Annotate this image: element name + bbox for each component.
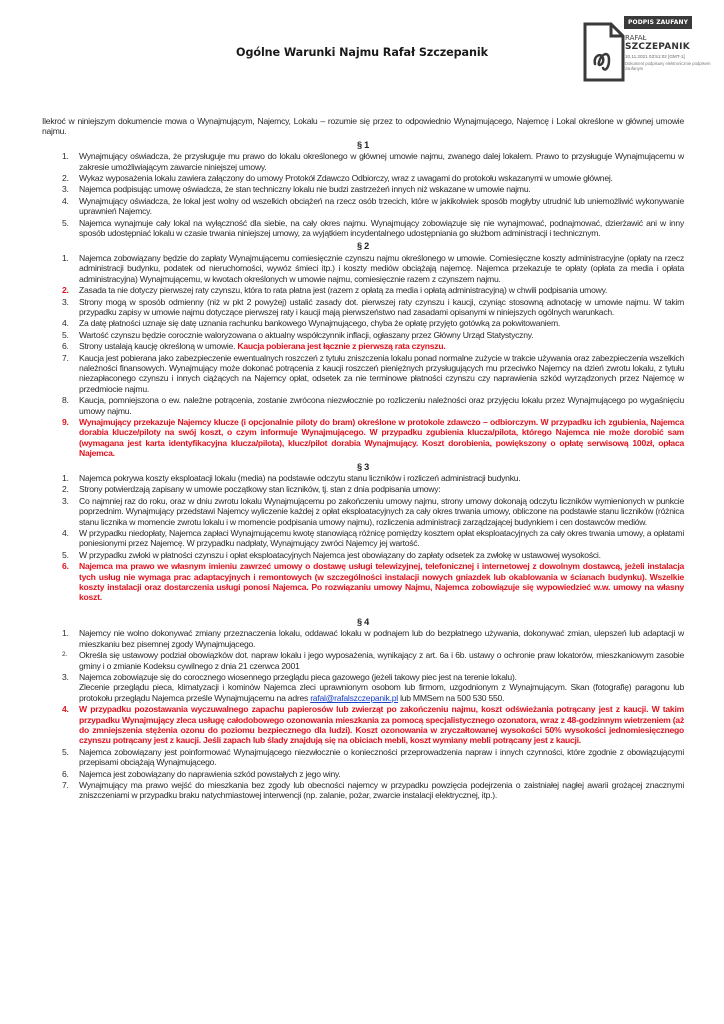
- item-text: [79, 285, 684, 295]
- list-item: [42, 473, 684, 483]
- item-text: [79, 550, 684, 560]
- list-item: [42, 780, 684, 801]
- item-text: [79, 704, 684, 746]
- item-number: 3.: [62, 184, 69, 195]
- item-number: 4.: [62, 195, 69, 206]
- section-list: [42, 253, 684, 459]
- item-text: [79, 747, 684, 768]
- list-item: [42, 253, 684, 284]
- item-text: [79, 769, 684, 779]
- item-text-main: Wynajmujący ma prawo wejść do mieszkania bez zgody lub obecności najemcy w przypadku powzięcia podejrzenia o zaistniałej nagłej awarii grożącej znacznymi zniszczeniami w przypadku braku natychmiastowej interwencji (np. zalanie, pożar, zwarcie instalacji elektrycznej, itp.).: [79, 779, 684, 801]
- item-text: [79, 417, 684, 459]
- item-text-main: W przypadku zwłoki w płatności czynszu i opłat eksploatacyjnych Najemca jest obowiązany do zapłaty odsetek za zwłokę w ustawowej wysokości.: [79, 549, 601, 560]
- intro-paragraph: Ilekroć w niniejszym dokumencie mowa o Wynajmującym, Najemcy, Lokalu – rozumie się przez to odpowiednio Wynajmującego, Najemcę i Lokal określone w głównej umowie najmu.: [42, 116, 684, 137]
- sections-container: [42, 140, 684, 801]
- item-number: 5.: [62, 217, 69, 228]
- item-text-main: Zasada ta nie dotyczy pierwszej raty czynszu, która to rata płatna jest (razem z opłatą za media i opłatą administracyjną) w chwili podpisania umowy.: [79, 285, 608, 296]
- item-text-continued: Zlecenie przeglądu pieca, klimatyzacji i kominów Najemca zleci uprawnionym osobom lub firmom, uzgodnionym z Wynajmującym. Skan (fotografię) paragonu lub protokołu przeglądu Najemca prześle Wynajmującemu na adres: [79, 682, 684, 703]
- email-link[interactable]: rafal@rafalszczepanik.pl: [310, 692, 398, 703]
- section-heading: § 4: [356, 616, 370, 627]
- item-text-main: Najemca zobowiązuje się do corocznego wiosennego przeglądu pieca gazowego (jeżeli takowy piec jest na terenie lokalu).: [79, 671, 517, 682]
- item-text: [79, 196, 684, 217]
- list-item: [42, 341, 684, 351]
- item-number: 3.: [62, 495, 69, 506]
- item-number: 2.: [62, 285, 69, 296]
- item-text-main: Najemca zobowiązany jest poinformować Wynajmującego niezwłocznie o konieczności przeprowadzenia napraw i innych czynności, które zgodnie z obowiązującymi przepisami obciążają Wynajmującego.: [79, 746, 684, 768]
- item-text-main: Najemcy nie wolno dokonywać zmiany przeznaczenia lokalu, oddawać lokalu w podnajem lub do bezpłatnego używania, dokonywać zmian, ulepszeń lub adaptacji w mieszkaniu bez pisemnej zgody Wynajmującego.: [79, 628, 684, 649]
- item-number: 3.: [62, 296, 69, 307]
- list-item: [42, 747, 684, 768]
- list-item: [42, 650, 684, 671]
- item-text: [79, 650, 684, 671]
- list-item: [42, 184, 684, 194]
- list-item: [42, 628, 684, 649]
- item-text-main: Strony ustalają kaucję określoną w umowie.: [79, 341, 236, 352]
- item-text-main: Co najmniej raz do roku, oraz w dniu zwrotu lokalu Wynajmującemu po zakończeniu umowy najmu, strony umowy dokonają odczytu liczników wymienionych w punkcie poprzednim. Wynajmujący przedstawi Najemcy wyliczenie każdej z opłat eksploatacyjnych za cały okres trwania umowy, obliczone na podstawie stanu liczników (różnica stanu licznika w momencie zwrotu lokalu i w momencie podpisania umowy najmu), rozliczenia administracji zarządzającej budynkiem i cen dostawców mediów.: [79, 495, 684, 527]
- item-text-main: Wynajmujący przekazuje Najemcy klucze (i opcjonalnie piloty do bram) określone w protokole zdawczo – odbiorczym. W przypadku ich zgubienia, Najemca dorabia klucze/piloty na swój koszt, o czym informuje Wynajmującego. W przypadku zgubienia klucza/pilota, którego Najemca nie może dorobić sam (wymagana jest karta identyfikacyjna klucza/pilota), klucz/pilot dorabia Wynajmujący. Koszt dorobienia, powiększony o opłatę serwisową 100zł, opłaca Najemca.: [79, 416, 684, 459]
- item-text: [79, 297, 684, 318]
- item-text-phone: lub MMSem na 500 530 550.: [400, 692, 505, 703]
- item-text-main: W przypadku pozostawania wyczuwalnego zapachu papierosów lub zwierząt po zakończeniu najmu, koszt odświeżania potrącany jest z kaucji. W takim przypadku Wynajmujący zleca usługę całodobowego ozonowania mieszkania za pomocą specjalistycznego ozonatora, wraz z 48-godzinnym wietrzeniem (aż do zmniejszenia stężenia ozonu do poziomu bezpiecznego dla ludzi). Koszt ozonowania w zryczałtowanej wysokości 50% wysokości jednomiesięcznego czynszu potrącany jest z kaucji. Jeśli zapach lub ślady znajdują się na obiciach mebli, koszt wymiany mebli potrącany jest z kaucji.: [79, 704, 684, 746]
- list-item: [42, 173, 684, 183]
- list-item: [42, 561, 684, 603]
- item-text-main: Wynajmujący oświadcza, że lokal jest wolny od wszelkich obciążeń na rzecz osób trzecich, które w jakikolwiek sposób mogłyby utrudnić lub uniemożliwić wykonywanie uprawnień Najemcy.: [79, 195, 684, 217]
- item-number: 3.: [62, 671, 69, 682]
- item-text: [79, 672, 684, 703]
- item-number: 2.: [62, 173, 69, 184]
- list-item: [42, 528, 684, 549]
- item-text: [79, 473, 684, 483]
- list-item: [42, 550, 684, 560]
- item-text-emphasis: Kaucja pobierana jest łącznie z pierwszą rata czynszu.: [237, 341, 446, 352]
- item-text: [79, 395, 684, 416]
- item-number: 2.: [62, 484, 69, 495]
- list-item: [42, 285, 684, 295]
- item-text: [79, 341, 684, 351]
- item-text: [79, 353, 684, 395]
- item-text-main: Najemca jest zobowiązany do naprawienia szkód powstałych z jego winy.: [79, 768, 341, 779]
- item-text: [79, 318, 684, 328]
- trusted-signature-badge: PODPIS ZAUFANY: [624, 16, 692, 29]
- item-text-main: Najemca podpisując umowę oświadcza, że stan techniczny lokalu nie budzi zastrzeżeń innych niż wskazane w umowie najmu.: [79, 184, 531, 195]
- item-text-main: Najemca pokrywa koszty eksploatacji lokalu (media) na podstawie odczytu stanu liczników i rozliczeń administracji budynku.: [79, 473, 521, 483]
- signer-first-name: RAFAŁ: [625, 34, 647, 42]
- list-item: [42, 330, 684, 340]
- signed-document-icon: [583, 22, 625, 82]
- item-number: 7.: [62, 352, 69, 363]
- item-text-main: Kaucja jest pobierana jako zabezpieczenie ewentualnych roszczeń z tytułu zniszczenia lokalu ponad normalne zużycie w trakcie używania oraz zabezpieczenia wszelkich należności finansowych. Wynajmujący może dokonać potrącenia z kaucji roszczeń pieniężnych przysługujących mu przeciwko Najemcy na dzień zwrotu lokalu, z tytułu niezapłaconego czynszu i innych ciążących na Najemcy opłat, odsetek za nie terminowe płatności czynszu czy naprawienia szkód wyrządzonych przez Najemcę w przedmiocie najmu.: [79, 352, 684, 394]
- item-text-main: Strony mogą w sposób odmienny (niż w pkt 2 powyżej) ustalić zasady dot. pierwszej raty czynszu i kaucji, czyniąc stosowną adnotację w umowie najmu. W takim przypadku zapisy w umowie najmu dotyczące pierwszej raty i kaucji mają pierwszeństwo nad zasadami opisanymi w niniejszych ogólnych warunkach.: [79, 296, 684, 317]
- item-text: [79, 151, 684, 172]
- item-number: 5.: [62, 746, 69, 757]
- list-item: [42, 218, 684, 239]
- item-number: 5.: [62, 329, 69, 340]
- section-list: [42, 473, 684, 603]
- list-item: [42, 672, 684, 703]
- item-text: [79, 218, 684, 239]
- item-number: 1.: [62, 151, 69, 162]
- item-number: 8.: [62, 395, 69, 406]
- list-item: [42, 704, 684, 746]
- item-number: 4.: [62, 704, 69, 715]
- item-text-main: Za datę płatności uznaje się datę uznania rachunku bankowego Wynajmującego, chyba że opłatę przyjęto gotówką za pokwitowaniem.: [79, 318, 561, 329]
- item-number: 4.: [62, 318, 69, 329]
- list-item: [42, 395, 684, 416]
- list-item: [42, 196, 684, 217]
- item-text: [79, 528, 684, 549]
- item-text-main: Najemca ma prawo we własnym imieniu zawrzeć umowy o dostawę usługi telewizyjnej, telefonicznej i internetowej z dowolnym dostawcą, jeżeli instalacja tych usług nie wymaga prac adaptacyjnych i remontowych (w szczególności instalacji nowych gniazdek lub okablowania w ścianach budynku). Wszelkie koszty instalacji oraz dostarczenia usługi ponosi Najemca. Po rozwiązaniu umowy Najmu, Najemca zobowiązuje się wypowiedzieć w.w. umowy na własny koszt.: [79, 561, 684, 603]
- item-number: 6.: [62, 341, 69, 352]
- list-item: [42, 318, 684, 328]
- item-text: [79, 780, 684, 801]
- document-title: Ogólne Warunki Najmu Rafał Szczepanik: [236, 46, 488, 59]
- item-text: [79, 628, 684, 649]
- item-text: [79, 561, 684, 603]
- item-number: 4.: [62, 528, 69, 539]
- item-text: [79, 253, 684, 284]
- item-text: [79, 173, 684, 183]
- item-text-main: Najemca zobowiązany będzie do zapłaty Wynajmującemu comiesięcznie czynszu najmu określonego w umowie. Comiesięczne koszty administracyjne (opłaty na rzecz administracji budynku, podatek od nieruchomości, wywóz śmieci itp.) i koszty mediów obciążają najemcę. Najemca przekazuje te opłaty (opłata za media i opłata administracyjna) Wynajmującemu, w kwotach określonych w umowie najmu, comiesięcznie razem z czynszem najmu.: [79, 252, 684, 284]
- item-number: 6.: [62, 561, 69, 572]
- item-number: 9.: [62, 416, 69, 427]
- document-body: [42, 116, 684, 802]
- section-heading: § 2: [356, 241, 370, 252]
- item-text-main: Strony potwierdzają zapisany w umowie początkowy stan liczników, tj. stan z dnia podpisania umowy:: [79, 484, 441, 495]
- item-text: [79, 484, 684, 494]
- list-item: [42, 353, 684, 395]
- signer-last-name: SZCZEPANIK: [625, 42, 690, 52]
- list-item: [42, 417, 684, 459]
- item-number: 1.: [62, 628, 69, 639]
- item-text-main: Wykaz wyposażenia lokalu zawiera załączony do umowy Protokół Zdawczo Odbiorczy, wraz z uwagami do protokołu wskazanymi w umowie głównej.: [79, 173, 613, 184]
- signature-date: 10.11.2021 03:51:02 [GMT-1]: [625, 54, 685, 59]
- trusted-signature-block: [583, 10, 724, 88]
- item-text-main: Wynajmujący oświadcza, że przysługuje mu prawo do lokalu określonego w głównej umowie najmu, zwanego dalej lokalem. Prawo to przysługuje Wynajmującemu w zakresie umożliwiającym zawarcie niniejszej umowy.: [79, 151, 684, 172]
- item-number: 6.: [62, 768, 69, 779]
- item-text: [79, 330, 684, 340]
- section-heading: § 3: [356, 461, 370, 472]
- item-text-main: W przypadku niedopłaty, Najemca zapłaci Wynajmującemu kwotę stanowiącą różnicę pomiędzy kosztem opłat eksploatacyjnych za cały okres trwania umowy, a opłatami poniesionymi przez Najemcę. W przypadku nadpłaty, Wynajmujący zwróci Najemcy jej wartość.: [79, 528, 684, 549]
- section-list: [42, 628, 684, 801]
- item-text-main: Kaucja, pomniejszona o ew. należne potrącenia, zostanie zwrócona niezwłocznie po rozliczeniu należności oraz przyjęciu lokalu przez Wynajmującego po wygaśnięciu umowy najmu.: [79, 395, 684, 416]
- item-number: 1.: [62, 252, 69, 263]
- section-heading: § 1: [356, 139, 370, 150]
- signature-note: Dokument podpisany elektronicznie podpisem zaufanym: [625, 61, 711, 71]
- item-text-main: Określa się ustawowy podział obowiązków dot. napraw lokalu i jego wyposażenia, wynikający z art. 6a i 6b. ustawy o ochronie praw lokatorów, mieszkaniowym zasobie gminy i o zmianie Kodeksu cywilnego z dnia 21 czerwca 2001: [79, 650, 684, 671]
- list-item: [42, 297, 684, 318]
- section-list: [42, 151, 684, 238]
- list-item: [42, 151, 684, 172]
- item-number: 7.: [62, 779, 69, 790]
- list-item: [42, 484, 684, 494]
- item-number: 1.: [62, 473, 69, 483]
- item-number: 5.: [62, 549, 69, 560]
- item-text-main: Wartość czynszu będzie corocznie waloryzowana o aktualny współczynnik inflacji, ogłaszany przez Główny Urząd Statystyczny.: [79, 329, 534, 340]
- item-text: [79, 184, 684, 194]
- item-number: 2.: [62, 651, 67, 659]
- item-text-main: Najemca wynajmuje cały lokal na wyłączność dla siebie, na cały okres najmu. Wynajmujący zobowiązuje się nie wynajmować, podnajmować, dzierżawić ani w inny sposób udostępniać lokalu w czasie trwania niniejszej umowy, za wyjątkiem incydentalnego udostępniania go służbom administracji i technicznym.: [79, 217, 684, 239]
- list-item: [42, 496, 684, 527]
- list-item: [42, 769, 684, 779]
- item-text: [79, 496, 684, 527]
